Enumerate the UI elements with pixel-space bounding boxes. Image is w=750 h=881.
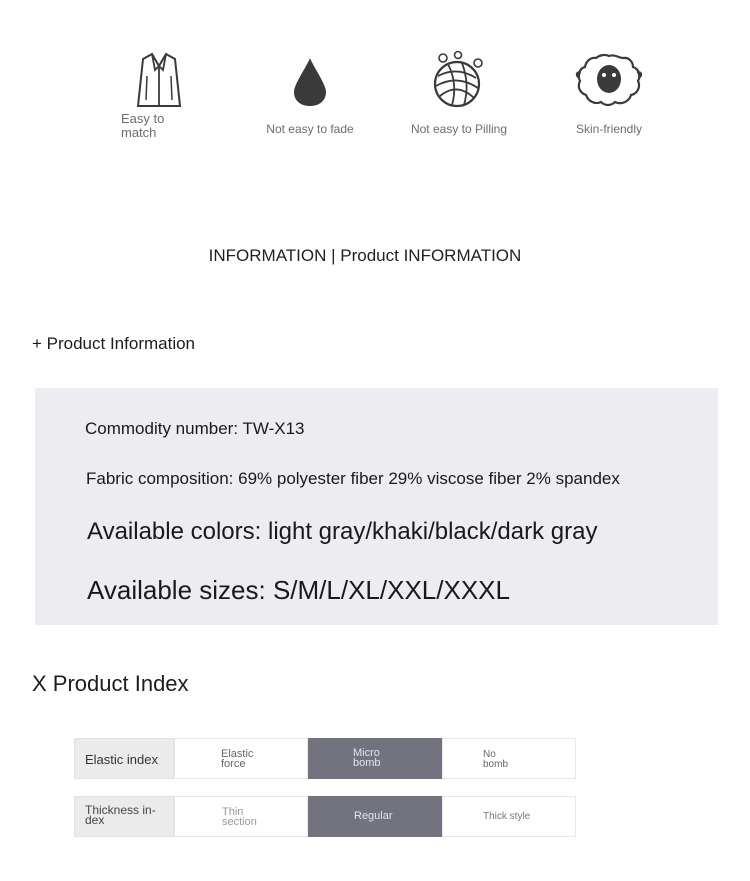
coat-icon [84, 44, 234, 108]
section-title: INFORMATION | Product INFORMATION [208, 246, 522, 265]
index-option-selected [308, 738, 442, 779]
product-information-heading: + Product Information [32, 334, 196, 353]
index-row-elastic [74, 738, 576, 779]
option-text: Elastic force [221, 748, 254, 770]
feature-not-easy-to-fade [235, 44, 385, 136]
commodity-number: Commodity number: TW-X13 [85, 419, 305, 438]
index-option [442, 738, 576, 779]
sheep-icon [534, 44, 684, 108]
feature-skin-friendly [534, 44, 684, 136]
fabric-composition: Fabric composition: 69% polyester fiber 29% viscose fiber 2% spandex [86, 469, 620, 488]
feature-label: Not easy to fade [266, 122, 354, 136]
option-text: Thick style [483, 811, 531, 822]
feature-easy-to-match [84, 44, 234, 140]
product-information-box [35, 388, 718, 625]
product-index-heading: X Product Index [32, 671, 189, 696]
index-option [442, 796, 576, 837]
option-text: Micro bomb [353, 747, 381, 769]
option-text: Thin section [222, 806, 257, 828]
feature-label: Not easy to Pilling [410, 122, 508, 136]
elastic-index-label: Elastic index [85, 752, 158, 767]
feature-label: Easy to match [121, 111, 165, 140]
thickness-index-label: Thickness in- dex [85, 803, 156, 827]
index-row-thickness [74, 796, 576, 837]
option-text: No bomb [483, 749, 509, 770]
index-row-label [74, 796, 174, 837]
index-option [174, 738, 308, 779]
feature-label: Skin-friendly [575, 122, 643, 136]
yarn-ball-icon [384, 44, 534, 108]
available-sizes: Available sizes: S/M/L/XL/XXL/XXXL [87, 575, 510, 605]
option-text: Regular [354, 810, 393, 822]
index-option [174, 796, 308, 837]
water-drop-icon [235, 44, 385, 108]
feature-not-easy-to-pilling [384, 44, 534, 136]
index-row-label [74, 738, 174, 779]
index-option-selected [308, 796, 442, 837]
available-colors: Available colors: light gray/khaki/black/dark gray [87, 518, 598, 545]
feature-icons-row [0, 44, 750, 154]
